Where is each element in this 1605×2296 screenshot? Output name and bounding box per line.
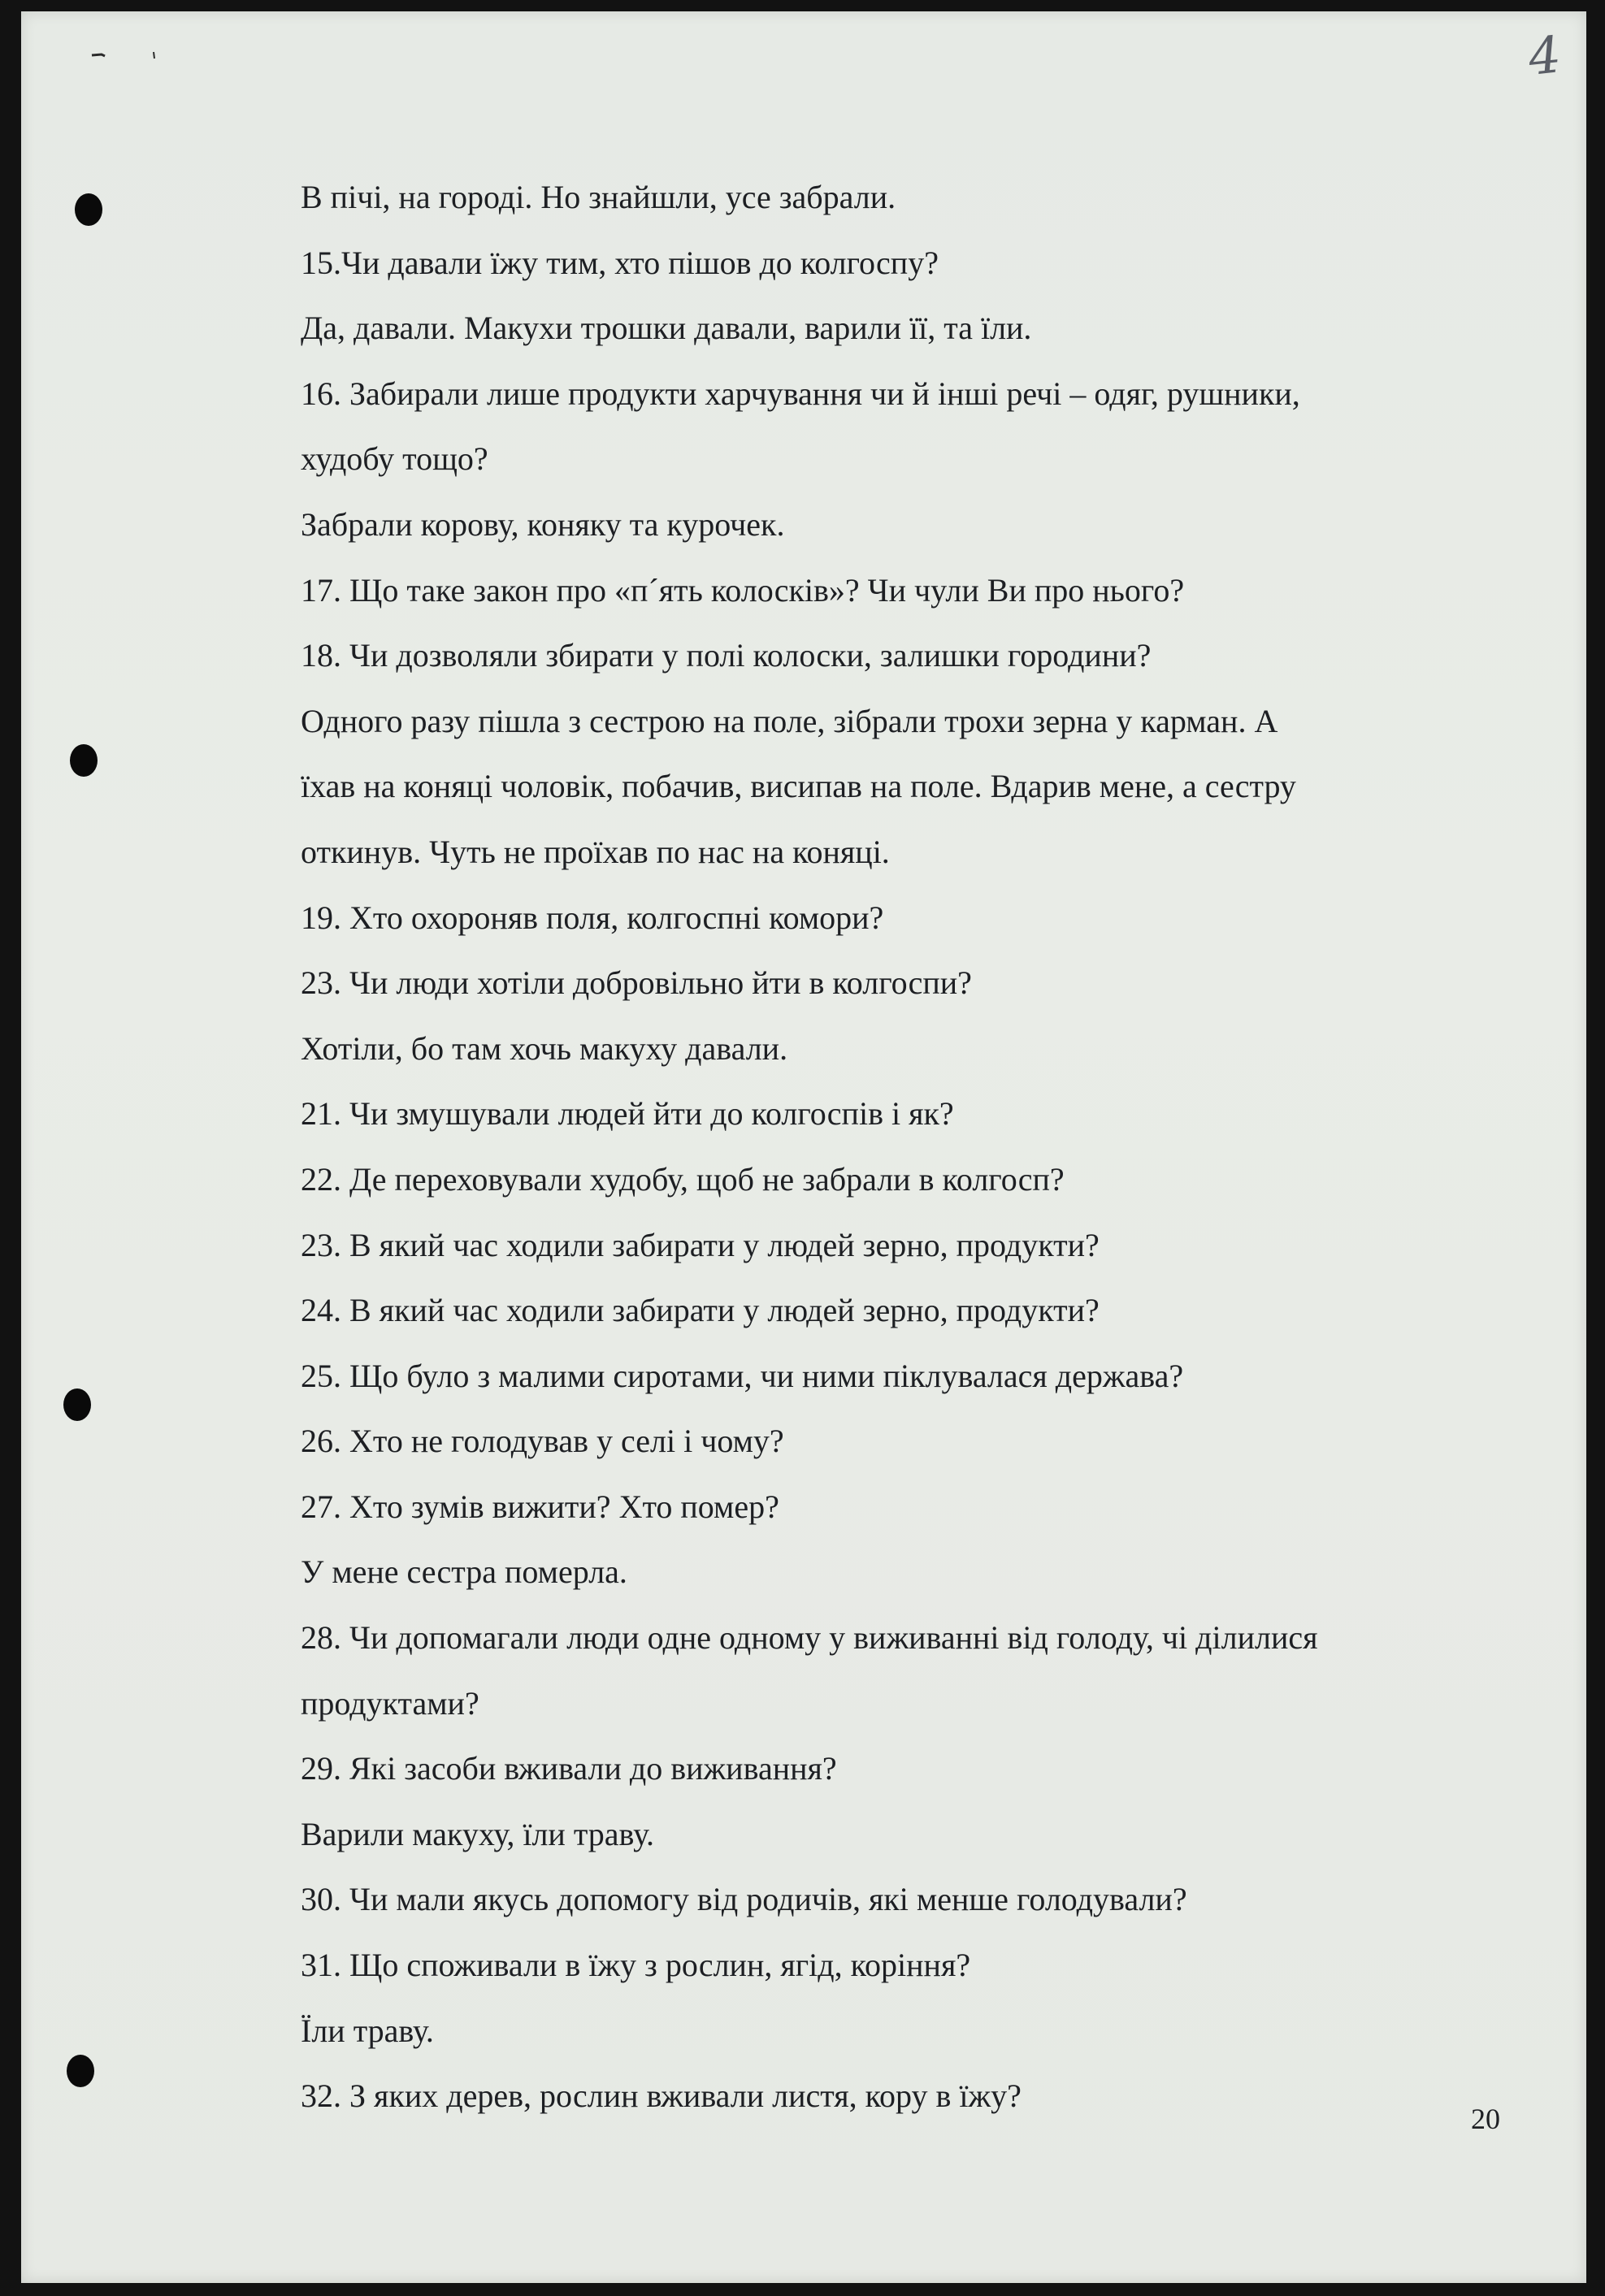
question-line: 26. Хто не голодував у селі і чому? bbox=[301, 1423, 784, 1460]
question-line: 23. Чи люди хотіли добровільно йти в колгоспи? bbox=[301, 964, 972, 1002]
scan-speck-mark bbox=[90, 45, 171, 62]
question-line: 16. Забирали лише продукти харчування чи й інші речі – одяг, рушники, bbox=[301, 375, 1300, 412]
question-line: 21. Чи змушували людей йти до колгоспів і як? bbox=[301, 1095, 954, 1133]
answer-line: Да, давали. Макухи трошки давали, варили її, та їли. bbox=[301, 310, 1032, 347]
interview-text bbox=[301, 172, 1520, 2137]
page-number: 20 bbox=[1471, 2103, 1500, 2135]
answer-line: Їли траву. bbox=[301, 2012, 434, 2049]
document-page bbox=[21, 11, 1586, 2283]
punch-hole bbox=[63, 1388, 91, 1421]
answer-line: Одного разу пішла з сестрою на поле, зібрали трохи зерна у карман. А bbox=[301, 702, 1278, 739]
question-line: 23. В який час ходили забирати у людей зерно, продукти? bbox=[301, 1226, 1100, 1263]
question-line: 31. Що споживали в їжу з рослин, ягід, коріння? bbox=[301, 1947, 971, 1984]
handwritten-folio-number: 4 bbox=[1525, 24, 1564, 87]
answer-line: Забрали корову, коняку та курочек. bbox=[301, 505, 785, 543]
answer-line: У мене сестра померла. bbox=[301, 1553, 627, 1591]
answer-line: Варили макуху, їли траву. bbox=[301, 1815, 655, 1852]
question-line: 28. Чи допомагали люди одне одному у виживанні від голоду, чі ділилися bbox=[301, 1619, 1318, 1657]
answer-line: откинув. Чуть не проїхав по нас на коняці. bbox=[301, 833, 890, 870]
question-line: 18. Чи дозволяли збирати у полі колоски, залишки городини? bbox=[301, 637, 1152, 674]
question-line: 15.Чи давали їжу тим, хто пішов до колгоспу? bbox=[301, 244, 939, 281]
question-line: продуктами? bbox=[301, 1684, 479, 1722]
question-line: 30. Чи мали якусь допомогу від родичів, які менше голодували? bbox=[301, 1881, 1187, 1918]
punch-hole bbox=[67, 2055, 94, 2087]
text-line: В пічі, на городі. Но знайшли, усе забрали. bbox=[301, 179, 896, 215]
answer-line: Хотіли, бо там хочь макуху давали. bbox=[301, 1029, 788, 1067]
question-line: 32. З яких дерев, рослин вживали листя, кору в їжу? bbox=[301, 2077, 1022, 2115]
question-line: худобу тощо? bbox=[301, 440, 488, 478]
question-line: 27. Хто зумів вижити? Хто помер? bbox=[301, 1488, 779, 1525]
punch-hole bbox=[70, 744, 98, 777]
question-line: 19. Хто охороняв поля, колгоспні комори? bbox=[301, 899, 884, 936]
question-line: 22. Де переховували худобу, щоб не забрали в колгосп? bbox=[301, 1160, 1065, 1198]
punch-hole bbox=[75, 193, 102, 226]
question-line: 25. Що було з малими сиротами, чи ними піклувалася держава? bbox=[301, 1357, 1184, 1394]
question-line: 24. В який час ходили забирати у людей зерно, продукти? bbox=[301, 1292, 1100, 1329]
question-line: 29. Які засоби вживали до виживання? bbox=[301, 1750, 837, 1787]
answer-line: їхав на коняці чоловік, побачив, висипав на поле. Вдарив мене, а сестру bbox=[301, 768, 1296, 805]
question-line: 17. Що таке закон про «п´ять колосків»? Чи чули Ви про нього? bbox=[301, 571, 1185, 609]
